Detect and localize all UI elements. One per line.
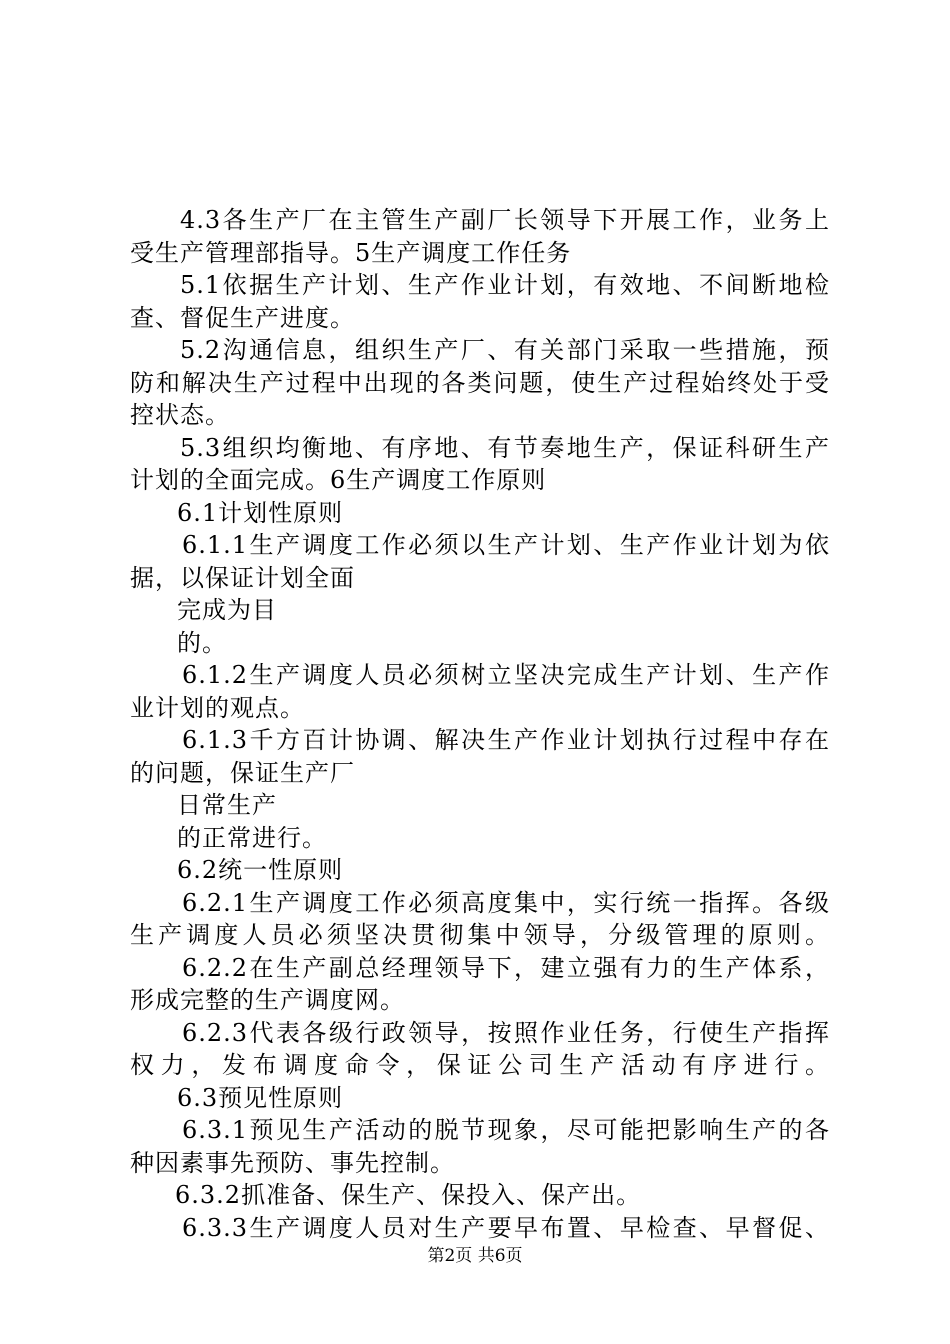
text-line: 业计划的观点。 xyxy=(130,693,305,722)
text-line: 5.1依据生产计划、生产作业计划，有效地、不间断地检 xyxy=(180,271,830,299)
text-line: 受生产管理部指导。5生产调度工作任务 xyxy=(130,238,572,267)
page-indicator: 第2页 共6页 xyxy=(427,1246,523,1266)
text-line: 形成完整的生产调度网。 xyxy=(130,986,405,1014)
text-line: 的。 xyxy=(177,628,227,657)
text-line: 的正常进行。 xyxy=(177,823,327,852)
text-line: 据，以保证计划全面 xyxy=(130,563,355,592)
page-footer xyxy=(0,1244,950,1268)
text-line: 6.2.3代表各级行政领导，按照作业任务，行使生产指挥 xyxy=(182,1018,830,1047)
text-line: 6.2.1生产调度工作必须高度集中，实行统一指挥。各级 xyxy=(182,888,830,917)
text-line: 生产调度人员必须坚决贯彻集中领导，分级管理的原则。 xyxy=(130,921,830,949)
text-line: 6.3.3生产调度人员对生产要早布置、早检查、早督促、 xyxy=(182,1213,830,1242)
text-line: 6.3.1预见生产活动的脱节现象，尽可能把影响生产的各 xyxy=(182,1116,830,1144)
text-line: 计划的全面完成。6生产调度工作原则 xyxy=(130,466,547,494)
text-line: 种因素事先预防、事先控制。 xyxy=(130,1148,455,1177)
section-heading: 6.2统一性原则 xyxy=(177,856,344,884)
text-line: 6.1.2生产调度人员必须树立坚决完成生产计划、生产作 xyxy=(182,661,830,689)
text-line: 4.3各生产厂在主管生产副厂长领导下开展工作，业务上 xyxy=(180,206,830,234)
document-body xyxy=(130,204,830,1244)
text-line: 日常生产 xyxy=(177,791,277,819)
text-line: 6.3.2抓准备、保生产、保投入、保产出。 xyxy=(175,1181,642,1209)
text-line: 查、督促生产进度。 xyxy=(130,303,355,332)
text-line: 控状态。 xyxy=(130,401,230,429)
text-line: 5.3组织均衡地、有序地、有节奏地生产，保证科研生产 xyxy=(180,433,830,462)
text-line: 5.2沟通信息，组织生产厂、有关部门采取一些措施，预 xyxy=(180,336,830,364)
text-line: 6.1.3千方百计协调、解决生产作业计划执行过程中存在 xyxy=(182,726,830,754)
section-heading: 6.3预见性原则 xyxy=(177,1083,344,1112)
text-line: 6.1.1生产调度工作必须以生产计划、生产作业计划为依 xyxy=(182,531,830,559)
text-line: 的问题，保证生产厂 xyxy=(130,758,355,787)
text-line: 防和解决生产过程中出现的各类问题，使生产过程始终处于受 xyxy=(130,368,830,397)
text-line: 6.2.2在生产副总经理领导下，建立强有力的生产体系， xyxy=(182,953,830,982)
text-line: 权力，发布调度命令，保证公司生产活动有序进行。 xyxy=(130,1051,830,1079)
text-line: 完成为目 xyxy=(177,596,277,624)
section-heading: 6.1计划性原则 xyxy=(177,498,344,527)
